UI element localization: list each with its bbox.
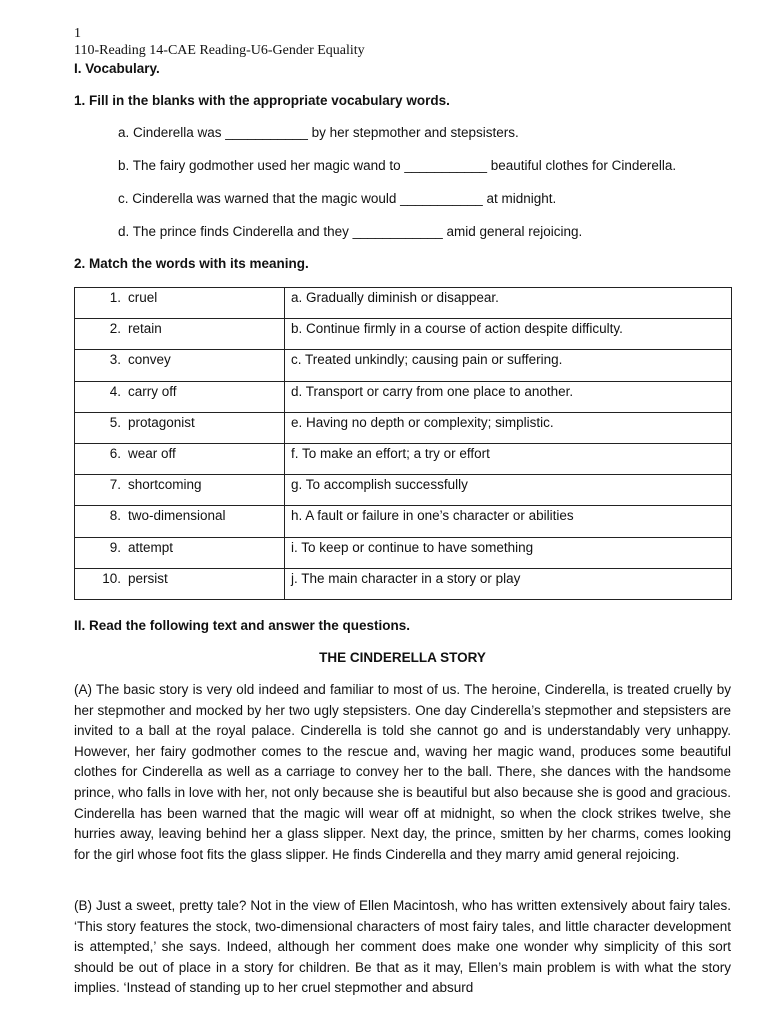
table-row xyxy=(75,350,732,381)
matching-table xyxy=(74,287,732,600)
term-cell xyxy=(75,288,285,319)
term-number: 1. xyxy=(109,290,121,305)
meaning-cell: i. To keep or continue to have something xyxy=(285,537,732,568)
term-number: 6. xyxy=(109,445,121,461)
table-row xyxy=(75,475,732,506)
paragraph-a: (A) The basic story is very old indeed and familiar to most of us. The heroine, Cinderella, is treated cruelly by her stepmother and mocked by her two ugly stepsisters. One day Cinderella’s stepmother and stepsisters are invited to a ball at the royal palace. Cinderella is told she cannot go and is understandably very unhappy. However, her fairy godmother comes to the rescue and, waving her magic wand, produces some beautiful clothes for Cinderella as well as a carriage to convey her to the ball. There, she dances with the handsome prince, who falls in love with her, not only because she is beautiful but also because she is good and gracious. Cinderella has been warned that the magic will wear off at midnight, so when the clock strikes twelve, she hurries away, leaving behind her a glass slipper. Next day, the prince, smitten by her charms, comes looking for the girl whose foot fits the glass slipper. He finds Cinderella and they marry amid general rejoicing. xyxy=(74,682,731,862)
meaning-cell: e. Having no depth or complexity; simplistic. xyxy=(285,412,732,443)
term-text: protagonist xyxy=(128,414,195,430)
table-row xyxy=(75,537,732,568)
term-text: convey xyxy=(128,352,171,368)
term-text: shortcoming xyxy=(128,477,202,493)
term-text: persist xyxy=(128,570,168,586)
blank-item-c: c. Cinderella was warned that the magic would ___________ at midnight. xyxy=(118,191,557,206)
term-text: cruel xyxy=(128,290,158,305)
meaning-cell: d. Transport or carry from one place to another. xyxy=(285,381,732,412)
term-text: wear off xyxy=(128,445,176,461)
term-cell xyxy=(75,568,285,599)
table-row xyxy=(75,506,732,537)
question-2-heading: 2. Match the words with its meaning. xyxy=(74,256,309,271)
table-row xyxy=(75,568,732,599)
term-text: retain xyxy=(128,321,162,337)
meaning-cell: j. The main character in a story or play xyxy=(285,568,732,599)
paragraph-b: (B) Just a sweet, pretty tale? Not in the view of Ellen Macintosh, who has written extensively about fairy tales. ‘This story features the stock, two-dimensional characters of most fairy tales, and little character development is attempted,’ she says. Indeed, although her comment does make one wonder why simplicity of this sort should be out of place in a story for children. Be that as it may, Ellen’s main problem is with what the story implies. ‘Instead of standing up to her cruel stepmother and absurd xyxy=(74,898,731,996)
term-number: 7. xyxy=(109,477,121,493)
term-cell xyxy=(75,506,285,537)
term-text: attempt xyxy=(128,539,174,555)
table-row xyxy=(75,288,732,319)
table-row xyxy=(75,412,732,443)
table-row xyxy=(75,319,732,350)
blank-item-a: a. Cinderella was ___________ by her stepmother and stepsisters. xyxy=(118,125,519,140)
meaning-cell: h. A fault or failure in one’s character or abilities xyxy=(285,506,732,537)
term-cell xyxy=(75,475,285,506)
term-cell xyxy=(75,319,285,350)
page-number: 1 xyxy=(74,26,81,41)
meaning-cell: b. Continue firmly in a course of action despite difficulty. xyxy=(285,319,732,350)
table-row xyxy=(75,381,732,412)
term-number: 4. xyxy=(109,383,121,399)
term-number: 3. xyxy=(109,352,121,368)
question-1-heading: 1. Fill in the blanks with the appropriate vocabulary words. xyxy=(74,93,450,108)
course-title: 110-Reading 14-CAE Reading-U6-Gender Equality xyxy=(74,43,365,58)
term-cell xyxy=(75,443,285,474)
meaning-cell: g. To accomplish successfully xyxy=(285,475,732,506)
term-number: 5. xyxy=(109,414,121,430)
blank-item-d: d. The prince finds Cinderella and they ____________ amid general rejoicing. xyxy=(118,224,583,239)
meaning-cell: a. Gradually diminish or disappear. xyxy=(285,288,732,319)
meaning-cell: c. Treated unkindly; causing pain or suffering. xyxy=(285,350,732,381)
term-number: 10. xyxy=(102,570,121,586)
table-row xyxy=(75,443,732,474)
meaning-cell: f. To make an effort; a try or effort xyxy=(285,443,732,474)
term-cell xyxy=(75,350,285,381)
term-cell xyxy=(75,381,285,412)
blank-item-b: b. The fairy godmother used her magic wand to ___________ beautiful clothes for Cinderella. xyxy=(118,158,677,173)
term-text: two-dimensional xyxy=(128,508,226,524)
term-text: carry off xyxy=(128,383,177,399)
term-number: 9. xyxy=(109,539,121,555)
section-vocabulary-heading: I. Vocabulary. xyxy=(74,61,160,76)
term-cell xyxy=(75,412,285,443)
term-cell xyxy=(75,537,285,568)
term-number: 2. xyxy=(109,321,121,337)
term-number: 8. xyxy=(109,508,121,524)
story-title: THE CINDERELLA STORY xyxy=(319,650,486,665)
section-reading-heading: II. Read the following text and answer the questions. xyxy=(74,618,411,633)
